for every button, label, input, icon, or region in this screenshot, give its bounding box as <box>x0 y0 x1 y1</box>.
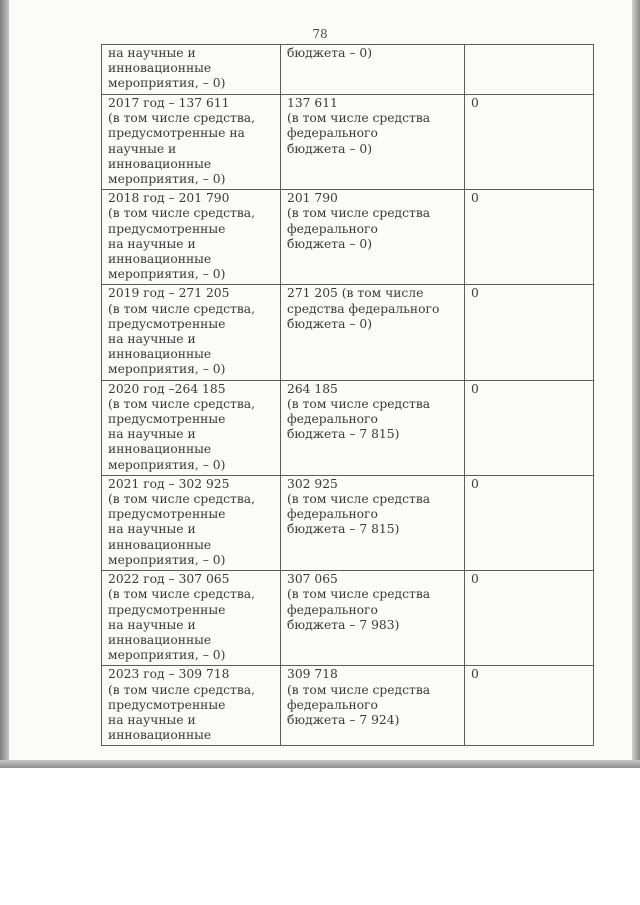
table-row <box>102 475 594 570</box>
table-row <box>102 190 594 285</box>
federal-funding-cell: 201 790 (в том числе средства федерального бюджета – 0) <box>281 190 465 285</box>
other-funding-cell: 0 <box>465 285 594 380</box>
page-number: 78 <box>312 27 328 41</box>
other-funding-cell <box>465 45 594 95</box>
other-funding-cell: 0 <box>465 475 594 570</box>
total-funding-cell: 2018 год – 201 790 (в том числе средства, предусмотренные на научные и инновационные мероприятия, – 0) <box>102 190 281 285</box>
total-funding-cell: 2022 год – 307 065 (в том числе средства, предусмотренные на научные и инновационные мероприятия, – 0) <box>102 571 281 666</box>
federal-funding-cell: 271 205 (в том числе средства федерального бюджета – 0) <box>281 285 465 380</box>
funding-table <box>101 44 594 746</box>
table-row <box>102 380 594 475</box>
table-row <box>102 666 594 746</box>
federal-funding-cell: 137 611 (в том числе средства федерального бюджета – 0) <box>281 95 465 190</box>
table-row <box>102 95 594 190</box>
total-funding-cell: 2023 год – 309 718 (в том числе средства, предусмотренные на научные и инновационные <box>102 666 281 746</box>
scan-shadow-left <box>0 0 9 768</box>
other-funding-cell: 0 <box>465 380 594 475</box>
total-funding-cell: 2020 год –264 185 (в том числе средства, предусмотренные на научные и инновационные мероприятия, – 0) <box>102 380 281 475</box>
federal-funding-cell: 302 925 (в том числе средства федерального бюджета – 7 815) <box>281 475 465 570</box>
federal-funding-cell: 264 185 (в том числе средства федерального бюджета – 7 815) <box>281 380 465 475</box>
other-funding-cell: 0 <box>465 571 594 666</box>
federal-funding-cell: бюджета – 0) <box>281 45 465 95</box>
table-row <box>102 45 594 95</box>
other-funding-cell: 0 <box>465 666 594 746</box>
other-funding-cell: 0 <box>465 95 594 190</box>
table-row <box>102 571 594 666</box>
scan-shadow-bottom <box>0 760 640 768</box>
table-row <box>102 285 594 380</box>
federal-funding-cell: 309 718 (в том числе средства федерального бюджета – 7 924) <box>281 666 465 746</box>
scan-shadow-right <box>632 0 640 768</box>
other-funding-cell: 0 <box>465 190 594 285</box>
federal-funding-cell: 307 065 (в том числе средства федерального бюджета – 7 983) <box>281 571 465 666</box>
total-funding-cell: 2019 год – 271 205 (в том числе средства, предусмотренные на научные и инновационные мероприятия, – 0) <box>102 285 281 380</box>
total-funding-cell: на научные и инновационные мероприятия, – 0) <box>102 45 281 95</box>
total-funding-cell: 2021 год – 302 925 (в том числе средства, предусмотренные на научные и инновационные мероприятия, – 0) <box>102 475 281 570</box>
total-funding-cell: 2017 год – 137 611 (в том числе средства, предусмотренные на научные и инновационные мероприятия, – 0) <box>102 95 281 190</box>
